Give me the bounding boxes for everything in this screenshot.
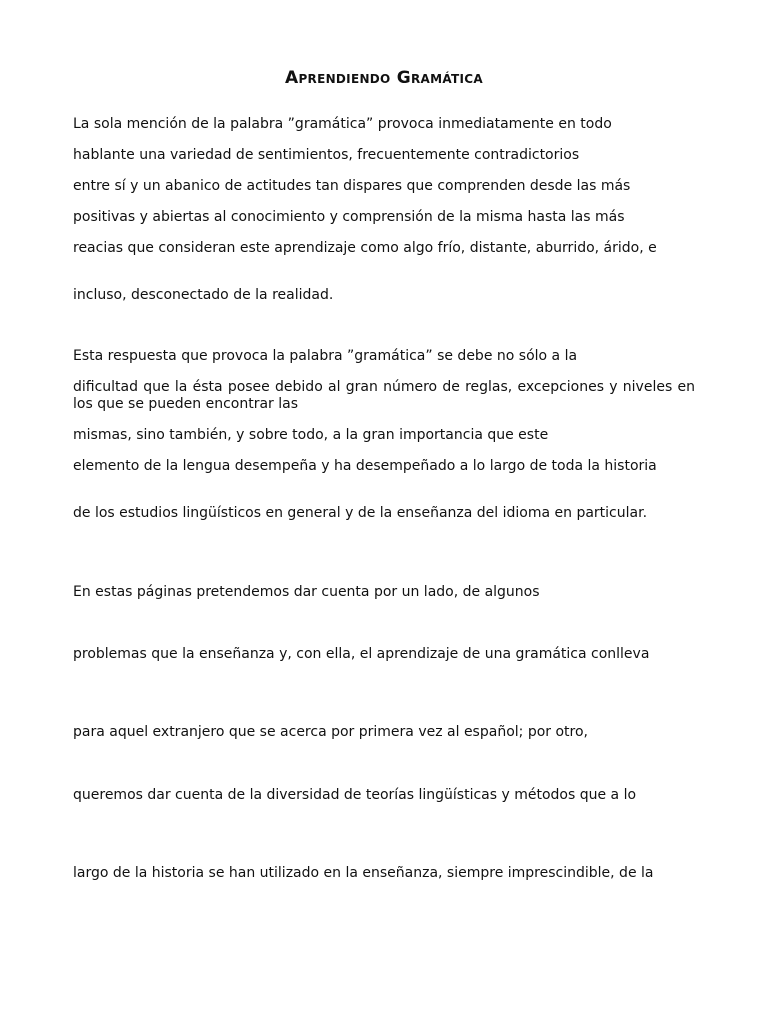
text-line: queremos dar cuenta de la diversidad de teorías lingüísticas y métodos que a lo (73, 787, 637, 803)
text-line: largo de la historia se han utilizado en la enseñanza, siempre imprescindible, de la (73, 865, 654, 881)
text-line: Esta respuesta que provoca la palabra ”gramática” se debe no sólo a la (73, 348, 578, 364)
text-line: positivas y abiertas al conocimiento y comprensión de la misma hasta las más (73, 209, 625, 225)
text-line: La sola mención de la palabra ”gramática” provoca inmediatamente en todo (73, 116, 612, 132)
text-line: En estas páginas pretendemos dar cuenta por un lado, de algunos (73, 584, 540, 600)
text-line: problemas que la enseñanza y, con ella, el aprendizaje de una gramática conlleva (73, 646, 650, 662)
text-line: dificultad que la ésta posee debido al gran número de reglas, excepciones y niveles en los que se pueden encontrar las (73, 379, 695, 412)
text-line: para aquel extranjero que se acerca por primera vez al español; por otro, (73, 724, 588, 740)
text-line: hablante una variedad de sentimientos, frecuentemente contradictorios (73, 147, 580, 163)
text-line: entre sí y un abanico de actitudes tan dispares que comprenden desde las más (73, 178, 631, 194)
text-line: reacias que consideran este aprendizaje como algo frío, distante, aburrido, árido, e (73, 240, 657, 256)
text-line: incluso, desconectado de la realidad. (73, 287, 334, 303)
document-title: Aprendiendo Gramática (284, 68, 483, 88)
text-line: elemento de la lengua desempeña y ha desempeñado a lo largo de toda la historia (73, 458, 657, 474)
text-line: de los estudios lingüísticos en general y de la enseñanza del idioma en particular. (73, 505, 648, 521)
text-line: mismas, sino también, y sobre todo, a la gran importancia que este (73, 427, 549, 443)
